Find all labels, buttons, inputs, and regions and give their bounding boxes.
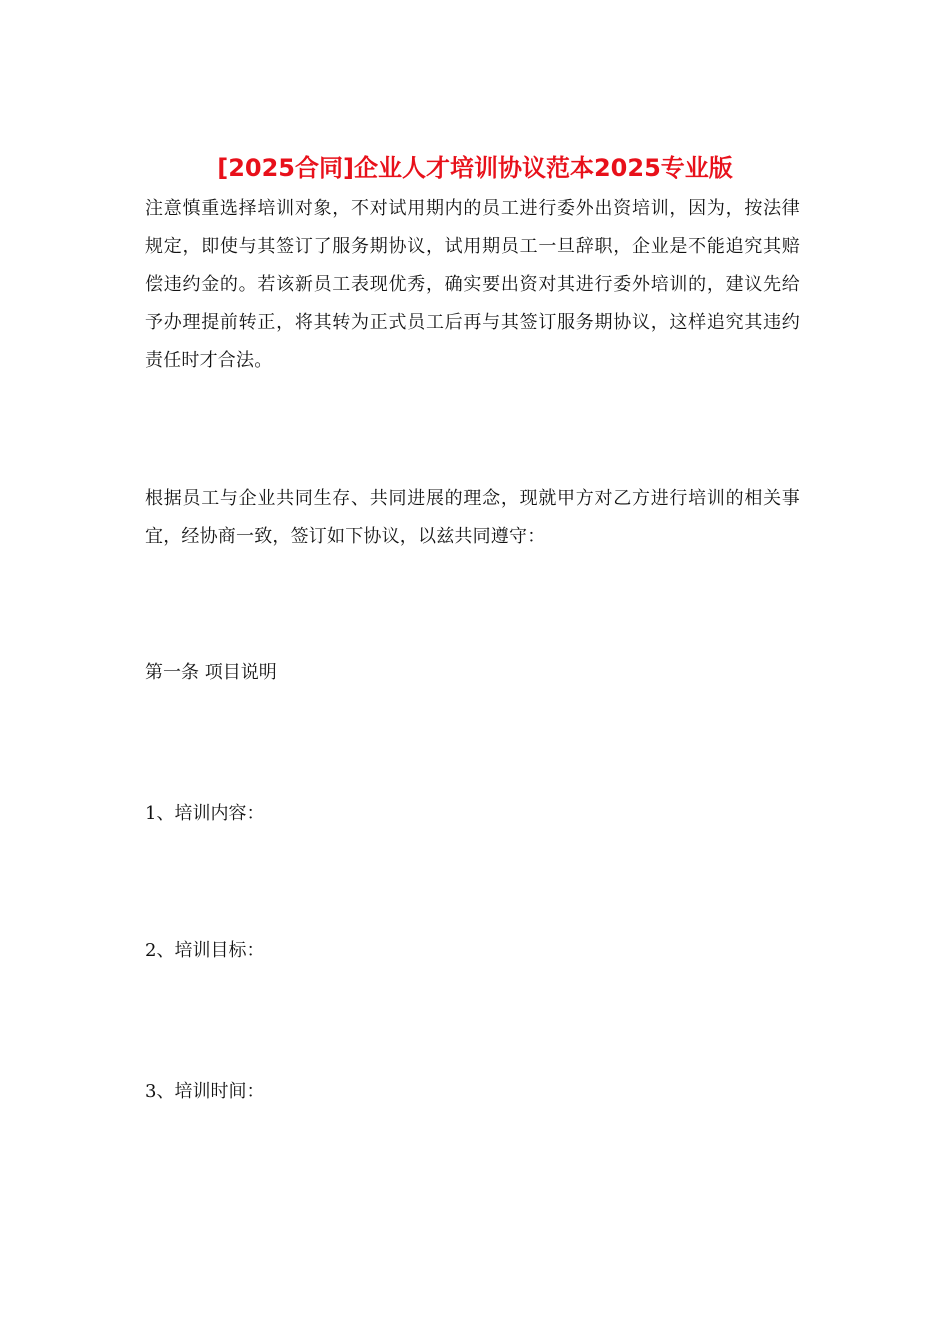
list-item-training-content: 1、培训内容：: [145, 803, 265, 824]
document-title: [2025合同]企业人才培训协议范本2025专业版: [217, 154, 733, 182]
list-item-training-goal: 2、培训目标：: [145, 940, 265, 961]
agreement-paragraph: 根据员工与企业共同生存、共同进展的理念，现就甲方对乙方进行培训的相关事宜，经协商一致，签订如下协议，以兹共同遵守：: [145, 488, 800, 547]
section-heading: 第一条 项目说明: [145, 662, 277, 683]
intro-paragraph: 注意慎重选择培训对象，不对试用期内的员工进行委外出资培训，因为，按法律规定，即使与其签订了服务期协议，试用期员工一旦辞职，企业是不能追究其赔偿违约金的。若该新员工表现优秀，确实要出资对其进行委外培训的，建议先给予办理提前转正，将其转为正式员工后再与其签订服务期协议，这样追究其违约责任时才合法。: [145, 198, 800, 371]
list-item-training-time: 3、培训时间：: [145, 1081, 265, 1102]
